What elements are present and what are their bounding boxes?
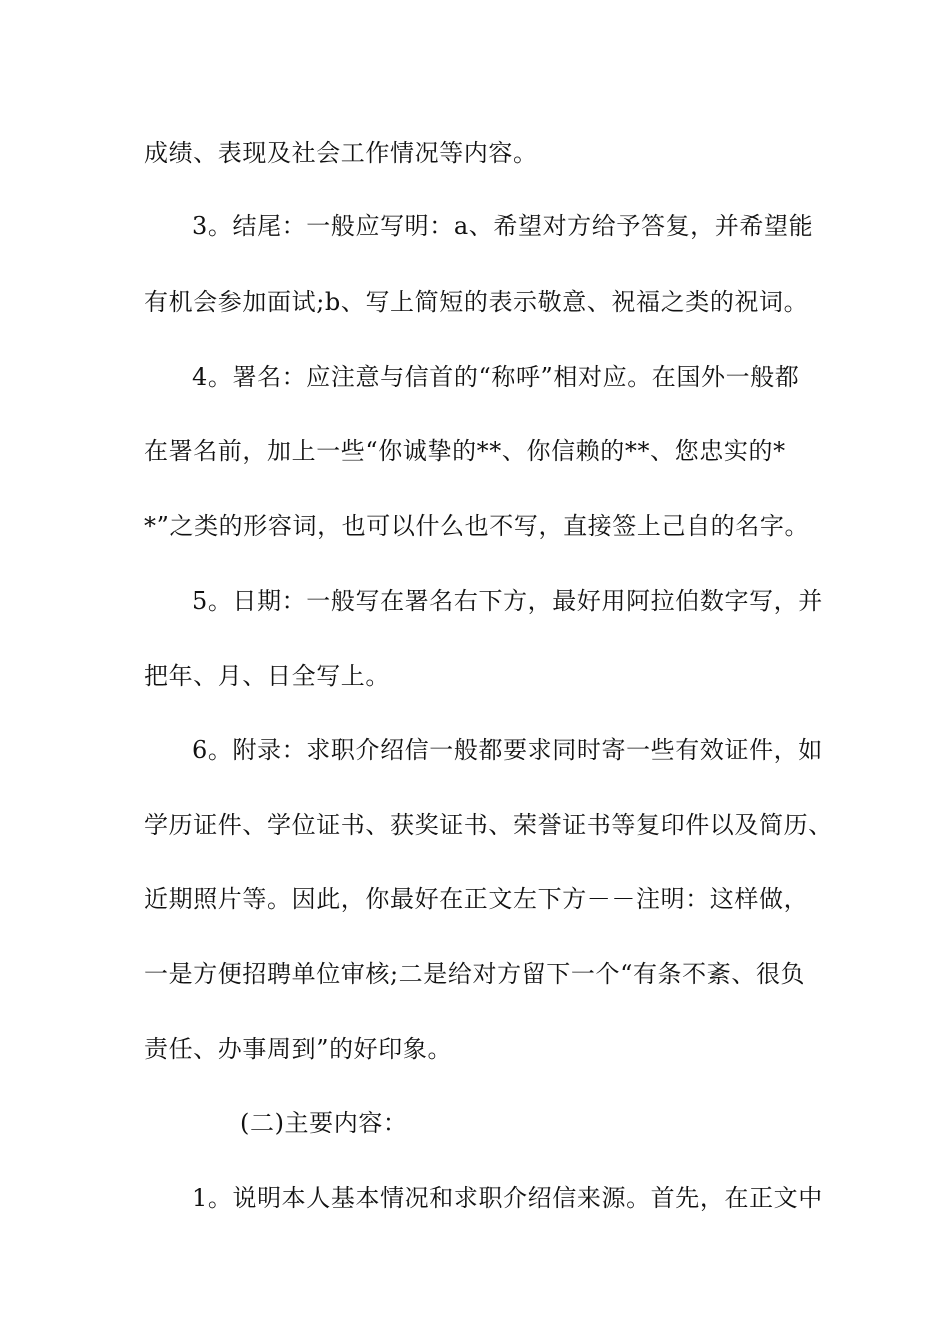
paragraph-line: 在署名前，加上一些“你诚挚的**、你信赖的**、您忠实的* bbox=[144, 437, 786, 465]
paragraph-line: 1。说明本人基本情况和求职介绍信来源。首先，在正文中 bbox=[192, 1184, 823, 1212]
section-heading: (二)主要内容： bbox=[240, 1109, 408, 1137]
paragraph-line: 责任、办事周到”的好印象。 bbox=[144, 1035, 453, 1063]
paragraph-line: 6。附录：求职介绍信一般都要求同时寄一些有效证件，如 bbox=[192, 736, 823, 764]
paragraph-line: 一是方便招聘单位审核;二是给对方留下一个“有条不紊、很负 bbox=[144, 960, 806, 988]
paragraph-line: 5。日期：一般写在署名右下方，最好用阿拉伯数字写，并 bbox=[192, 587, 823, 615]
paragraph-line: 把年、月、日全写上。 bbox=[144, 662, 390, 690]
paragraph-line: 近期照片等。因此，你最好在正文左下方－－注明：这样做， bbox=[144, 885, 809, 913]
paragraph-line: 成绩、表现及社会工作情况等内容。 bbox=[144, 139, 538, 167]
paragraph-line: 3。结尾：一般应写明：a、希望对方给予答复，并希望能 bbox=[192, 212, 814, 240]
paragraph-line: 有机会参加面试;b、写上简短的表示敬意、祝福之类的祝词。 bbox=[144, 288, 809, 316]
paragraph-line: 4。署名：应注意与信首的“称呼”相对应。在国外一般都 bbox=[192, 363, 800, 391]
paragraph-line: 学历证件、学位证书、获奖证书、荣誉证书等复印件以及简历、 bbox=[144, 811, 833, 839]
paragraph-line: *”之类的形容词，也可以什么也不写，直接签上己自的名字。 bbox=[144, 512, 810, 540]
